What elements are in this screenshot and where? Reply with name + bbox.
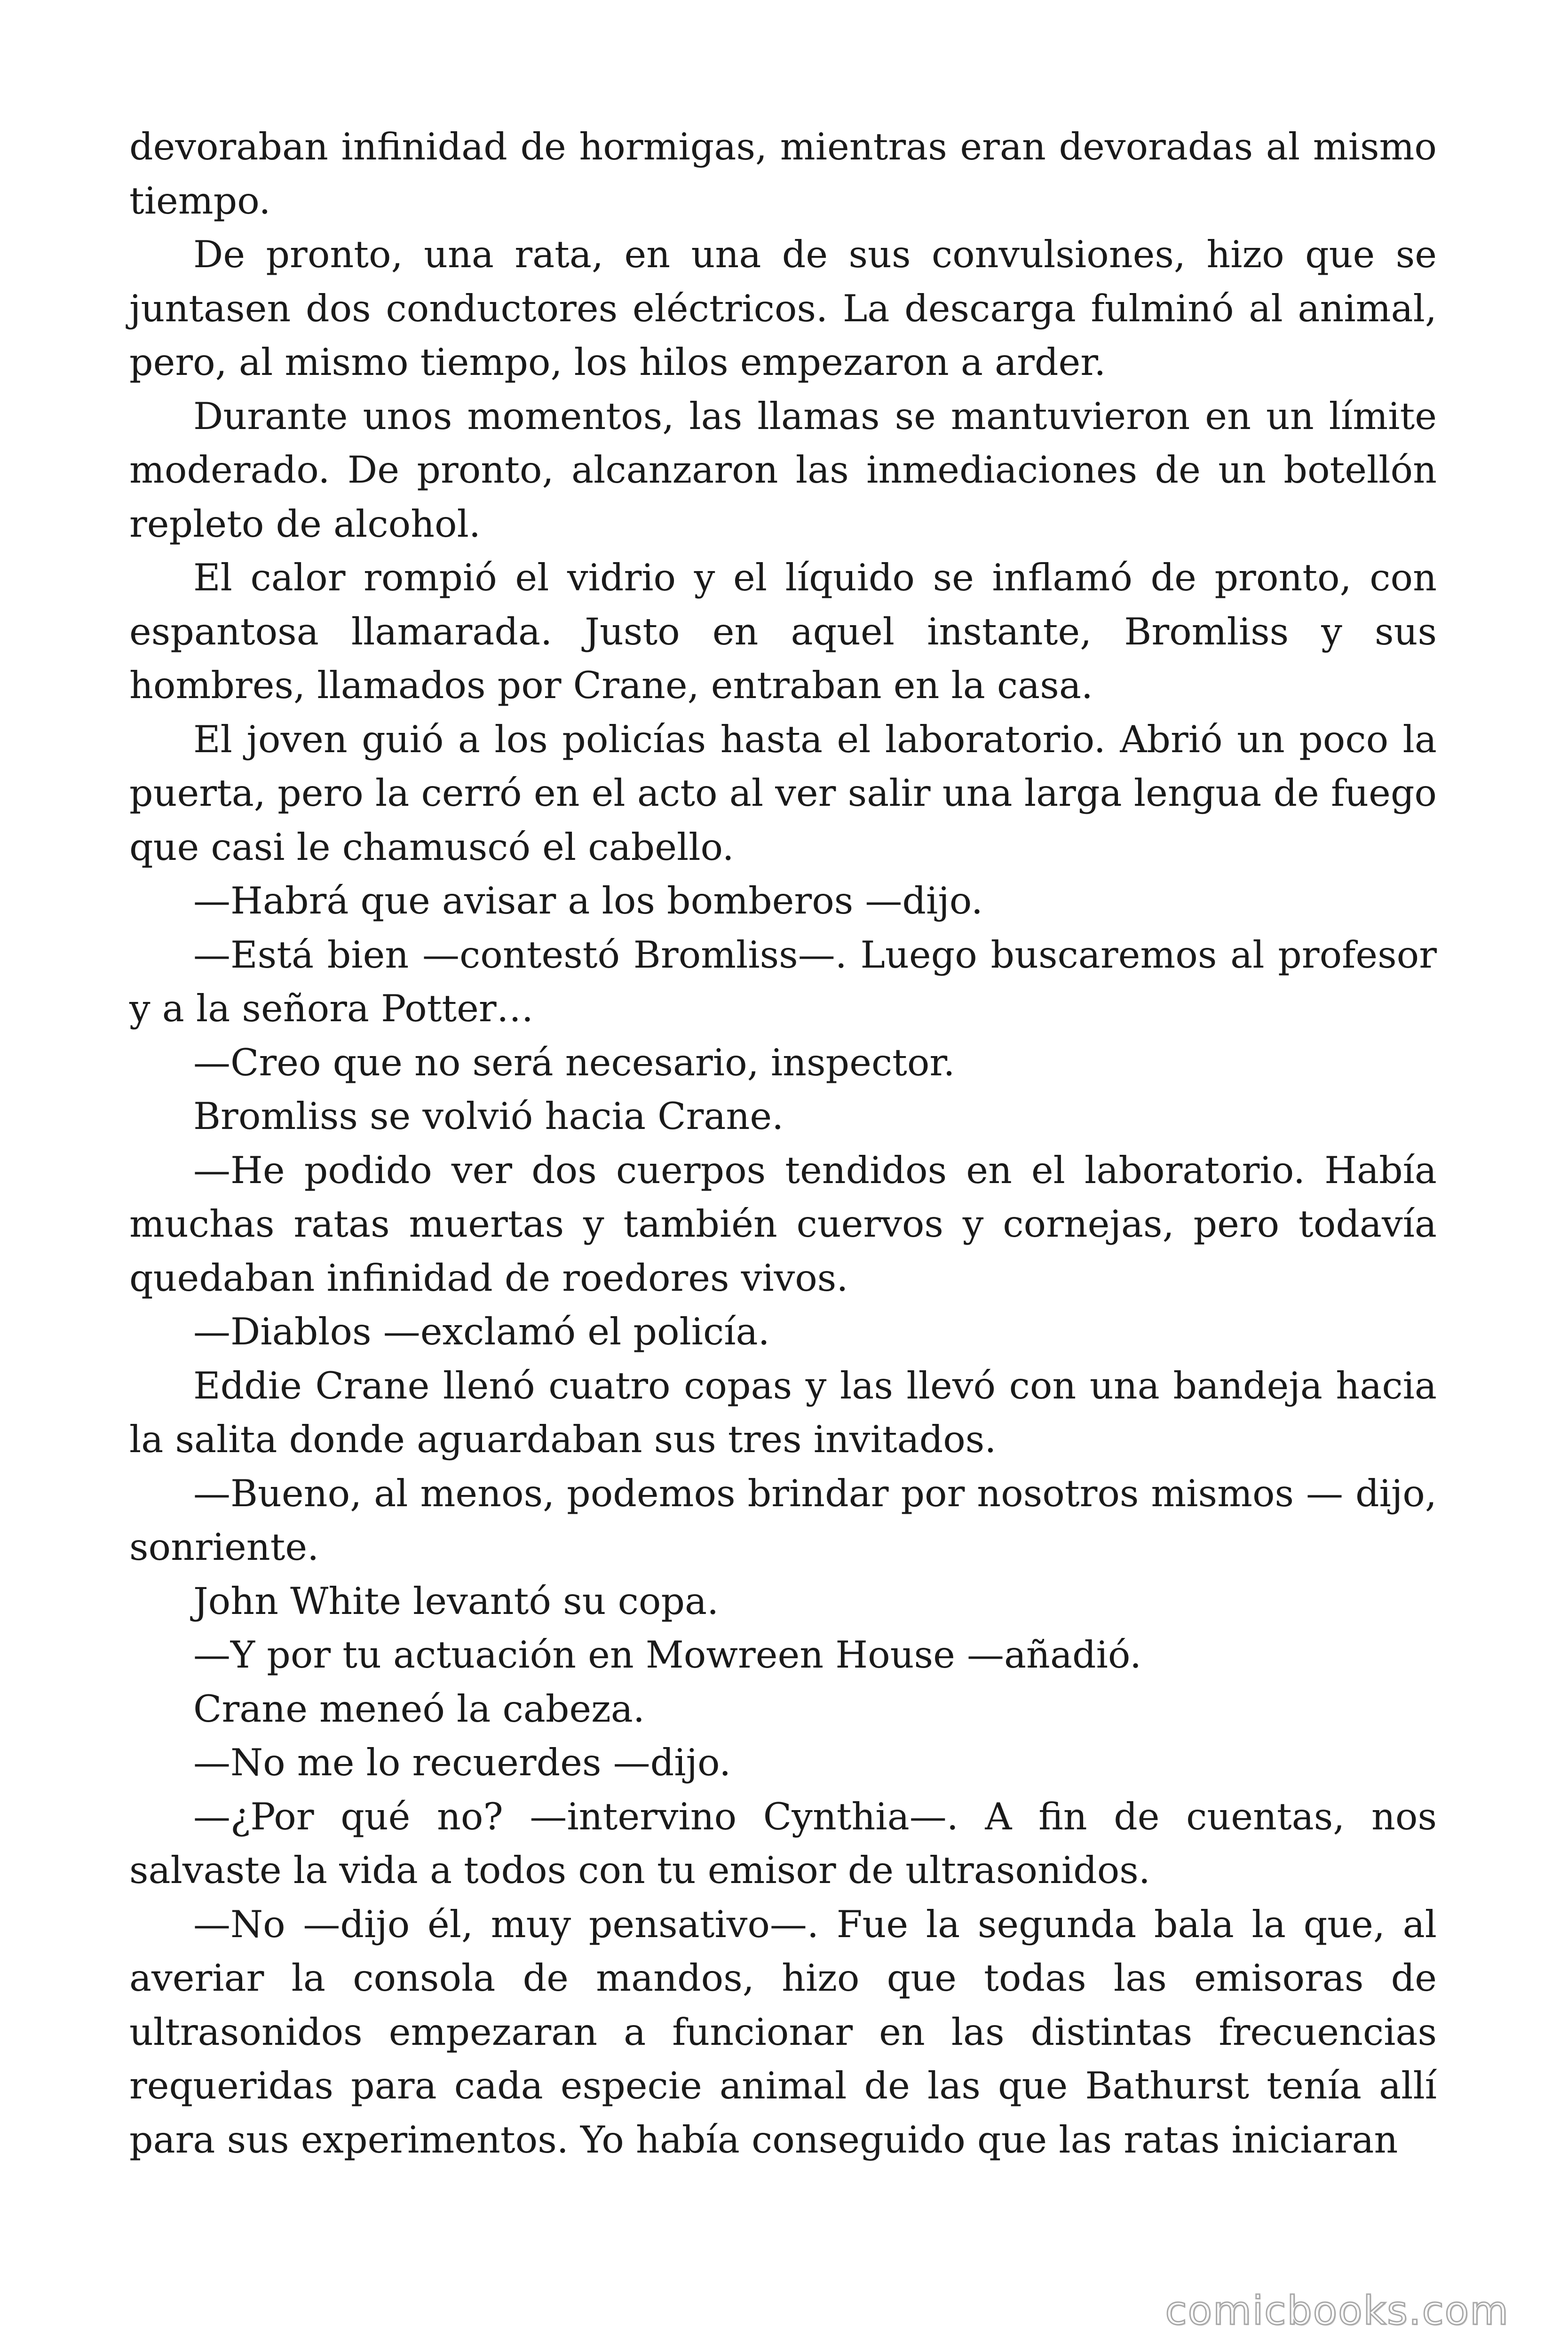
paragraph-11: —Diablos —exclamó el policía. [193, 1310, 770, 1353]
paragraph-3: Durante unos momentos, las llamas se mantuvieron en un límite moderado. De pronto, alcanzaron las inmediaciones de un botellón repleto de alcohol. [129, 394, 1437, 546]
paragraph-5: El joven guió a los policías hasta el laboratorio. Abrió un poco la puerta, pero la cerró en el acto al ver salir una larga lengua de fuego que casi le chamuscó el cabello. [129, 717, 1437, 869]
paragraph-17: —No me lo recuerdes —dijo. [193, 1741, 731, 1784]
page-text-block [129, 120, 1437, 2167]
paragraph-16: Crane meneó la cabeza. [193, 1687, 645, 1731]
paragraph-18: —¿Por qué no? —intervino Cynthia—. A fin de cuentas, nos salvaste la vida a todos con tu emisor de ultrasonidos. [129, 1795, 1437, 1892]
paragraph-6: —Habrá que avisar a los bomberos —dijo. [193, 879, 983, 922]
paragraph-13: —Bueno, al menos, podemos brindar por nosotros mismos — dijo, sonriente. [129, 1471, 1437, 1569]
paragraph-7: —Está bien —contestó Bromliss—. Luego buscaremos al profesor y a la señora Potter… [129, 933, 1437, 1030]
paragraph-10: —He podido ver dos cuerpos tendidos en el laboratorio. Había muchas ratas muertas y también cuervos y cornejas, pero todavía quedaban infinidad de roedores vivos. [129, 1148, 1437, 1300]
paragraph-12: Eddie Crane llenó cuatro copas y las llevó con una bandeja hacia la salita donde aguardaban sus tres invitados. [129, 1364, 1437, 1461]
paragraph-4: El calor rompió el vidrio y el líquido se inflamó de pronto, con espantosa llamarada. Justo en aquel instante, Bromliss y sus hombres, llamados por Crane, entraban en la casa. [129, 556, 1437, 707]
paragraph-15: —Y por tu actuación en Mowreen House —añadió. [193, 1633, 1142, 1677]
watermark-logo: comicbooks.com [1165, 2288, 1509, 2334]
paragraph-1: devoraban infinidad de hormigas, mientras eran devoradas al mismo tiempo. [129, 125, 1437, 222]
paragraph-14: John White levantó su copa. [193, 1579, 719, 1623]
paragraph-2: De pronto, una rata, en una de sus convulsiones, hizo que se juntasen dos conductores eléctricos. La descarga fulminó al animal, pero, al mismo tiempo, los hilos empezaron a arder. [129, 233, 1437, 384]
paragraph-19: —No —dijo él, muy pensativo—. Fue la segunda bala la que, al averiar la consola de mandos, hizo que todas las emisoras de ultrasonidos empezaran a funcionar en las distintas frecuencias requeridas para cada especie animal de las que Bathurst tenía allí para sus experimentos. Yo había conseguido que las ratas iniciaran [129, 1902, 1437, 2161]
paragraph-8: —Creo que no será necesario, inspector. [193, 1041, 955, 1084]
paragraph-9: Bromliss se volvió hacia Crane. [193, 1095, 784, 1138]
